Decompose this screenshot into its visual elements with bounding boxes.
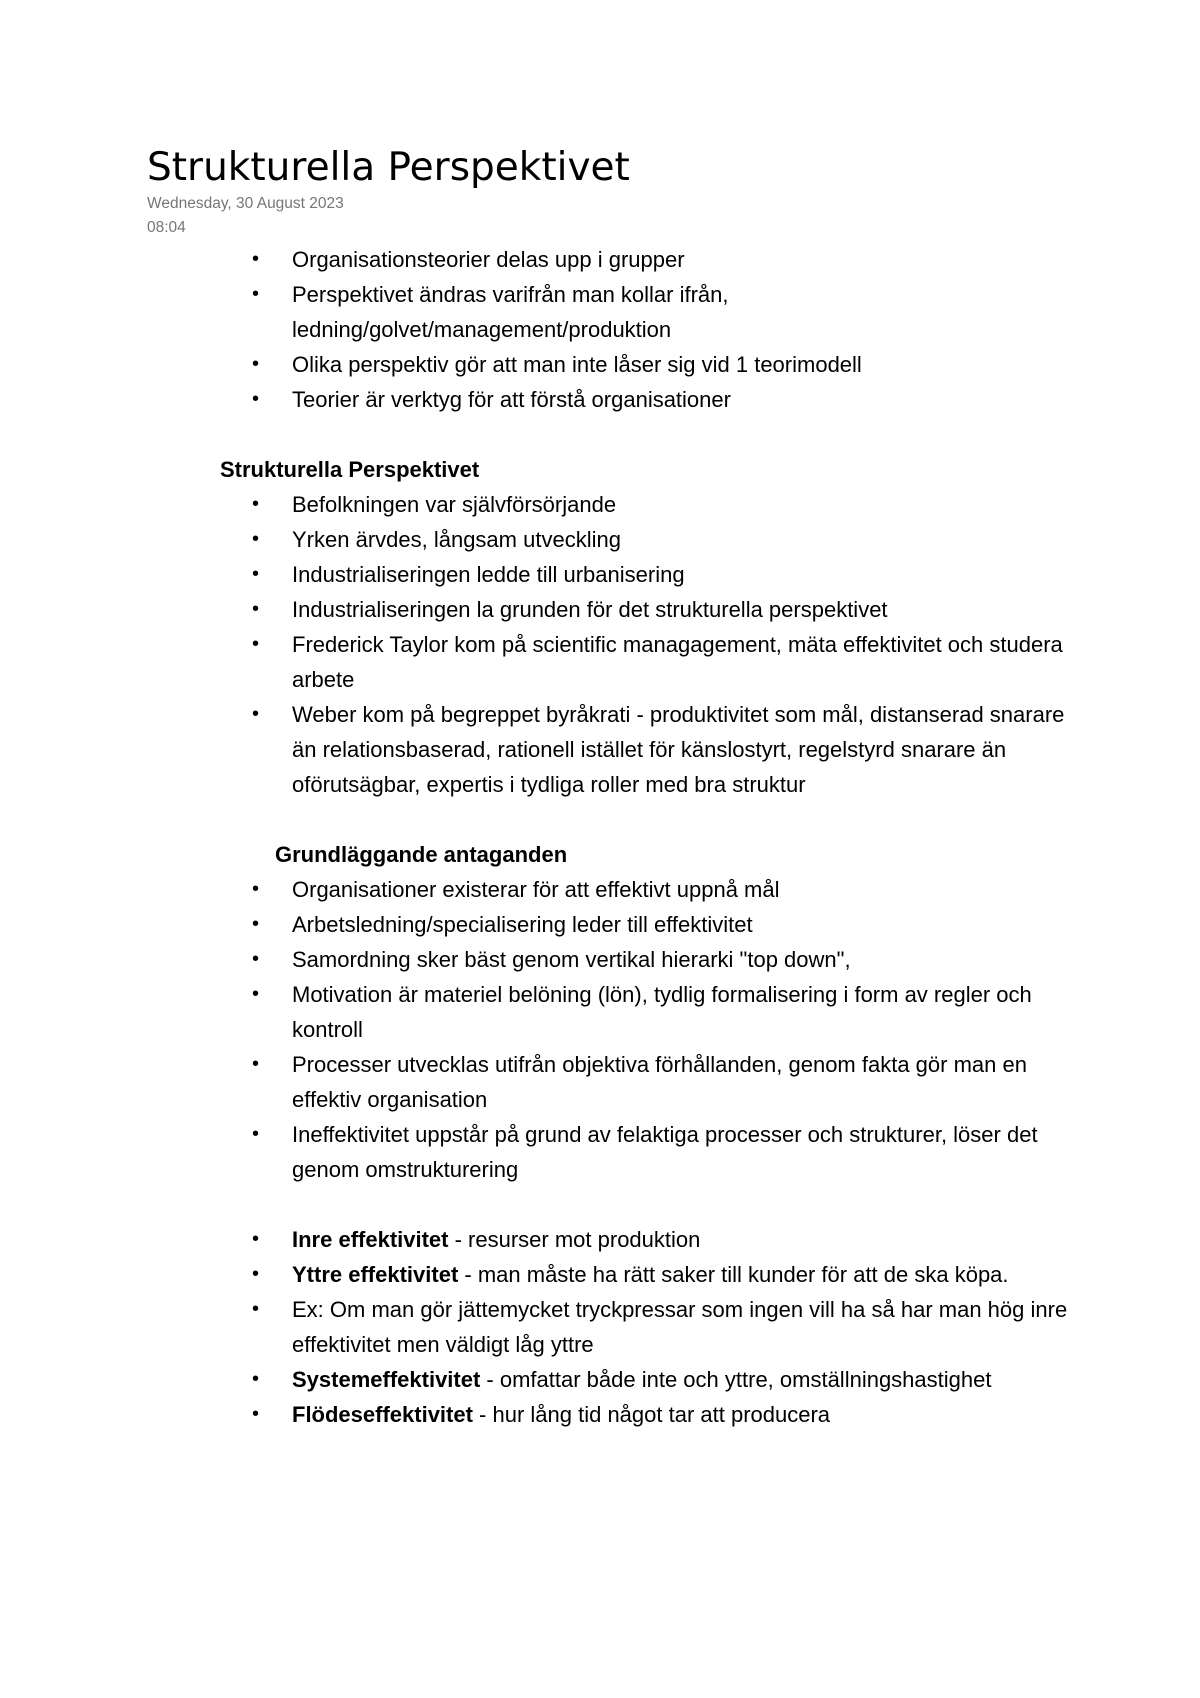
term-label: Yttre effektivitet: [292, 1262, 459, 1287]
list-item: • Arbetsledning/specialisering leder till effektivitet: [220, 907, 1090, 942]
section-heading: Strukturella Perspektivet: [220, 457, 480, 482]
efficiency-list: [220, 1222, 1090, 1432]
intro-list: [220, 242, 1090, 417]
list-item: • Weber kom på begreppet byråkrati - produktivitet som mål, distanserad snarare än relationsbaserad, rationell istället för känslostyrt, regelstyrd snarare än oförutsägbar, expertis i tydliga roller med bra struktur: [220, 697, 1090, 802]
list-item: • Organisationer existerar för att effektivt uppnå mål: [220, 872, 1090, 907]
term-label: Systemeffektivitet: [292, 1367, 481, 1392]
list-item: • Organisationsteorier delas upp i grupper: [220, 242, 1090, 277]
list-item: • Samordning sker bäst genom vertikal hierarki "top down",: [220, 942, 1090, 977]
term-description: Ex: Om man gör jättemycket tryckpressar som ingen vill ha så har man hög inre effektivitet men väldigt låg yttre: [292, 1297, 1068, 1357]
term-description: - omfattar både inte och yttre, omställningshastighet: [480, 1367, 992, 1392]
note-body: [220, 242, 1090, 1432]
list-item: [220, 1362, 1090, 1397]
list-item: [220, 1222, 1090, 1257]
section1-list: [220, 487, 1090, 802]
list-item: • Processer utvecklas utifrån objektiva förhållanden, genom fakta gör man en effektiv organisation: [220, 1047, 1090, 1117]
list-item: • Olika perspektiv gör att man inte låser sig vid 1 teorimodell: [220, 347, 1090, 382]
list-item: • Motivation är materiel belöning (lön), tydlig formalisering i form av regler och kontroll: [220, 977, 1090, 1047]
note-time: 08:04: [147, 219, 186, 236]
list-item: • Ineffektivitet uppstår på grund av felaktiga processer och strukturer, löser det genom omstrukturering: [220, 1117, 1090, 1187]
list-item: [220, 1397, 1090, 1432]
blank-line: [220, 1187, 1090, 1222]
list-item: • Industrialiseringen la grunden för det strukturella perspektivet: [220, 592, 1090, 627]
list-item: [220, 1292, 1090, 1362]
section2-list: [220, 872, 1090, 1187]
term-description: - resurser mot produktion: [448, 1227, 701, 1252]
list-item: • Befolkningen var självförsörjande: [220, 487, 1090, 522]
section-heading: Grundläggande antaganden: [275, 842, 568, 867]
list-item: • Industrialiseringen ledde till urbanisering: [220, 557, 1090, 592]
list-item: [220, 1257, 1090, 1292]
term-label: Inre effektivitet: [292, 1227, 449, 1252]
term-description: - hur lång tid något tar att producera: [472, 1402, 831, 1427]
list-item: • Yrken ärvdes, långsam utveckling: [220, 522, 1090, 557]
term-description: - man måste ha rätt saker till kunder för att de ska köpa.: [458, 1262, 1009, 1287]
page-title: Strukturella Perspektivet: [147, 145, 630, 190]
list-item: • Perspektivet ändras varifrån man kollar ifrån, ledning/golvet/management/produktion: [220, 277, 1090, 347]
list-item: • Frederick Taylor kom på scientific managagement, mäta effektivitet och studera arbete: [220, 627, 1090, 697]
note-date: Wednesday, 30 August 2023: [147, 195, 344, 212]
list-item: • Teorier är verktyg för att förstå organisationer: [220, 382, 1090, 417]
term-label: Flödeseffektivitet: [292, 1402, 473, 1427]
